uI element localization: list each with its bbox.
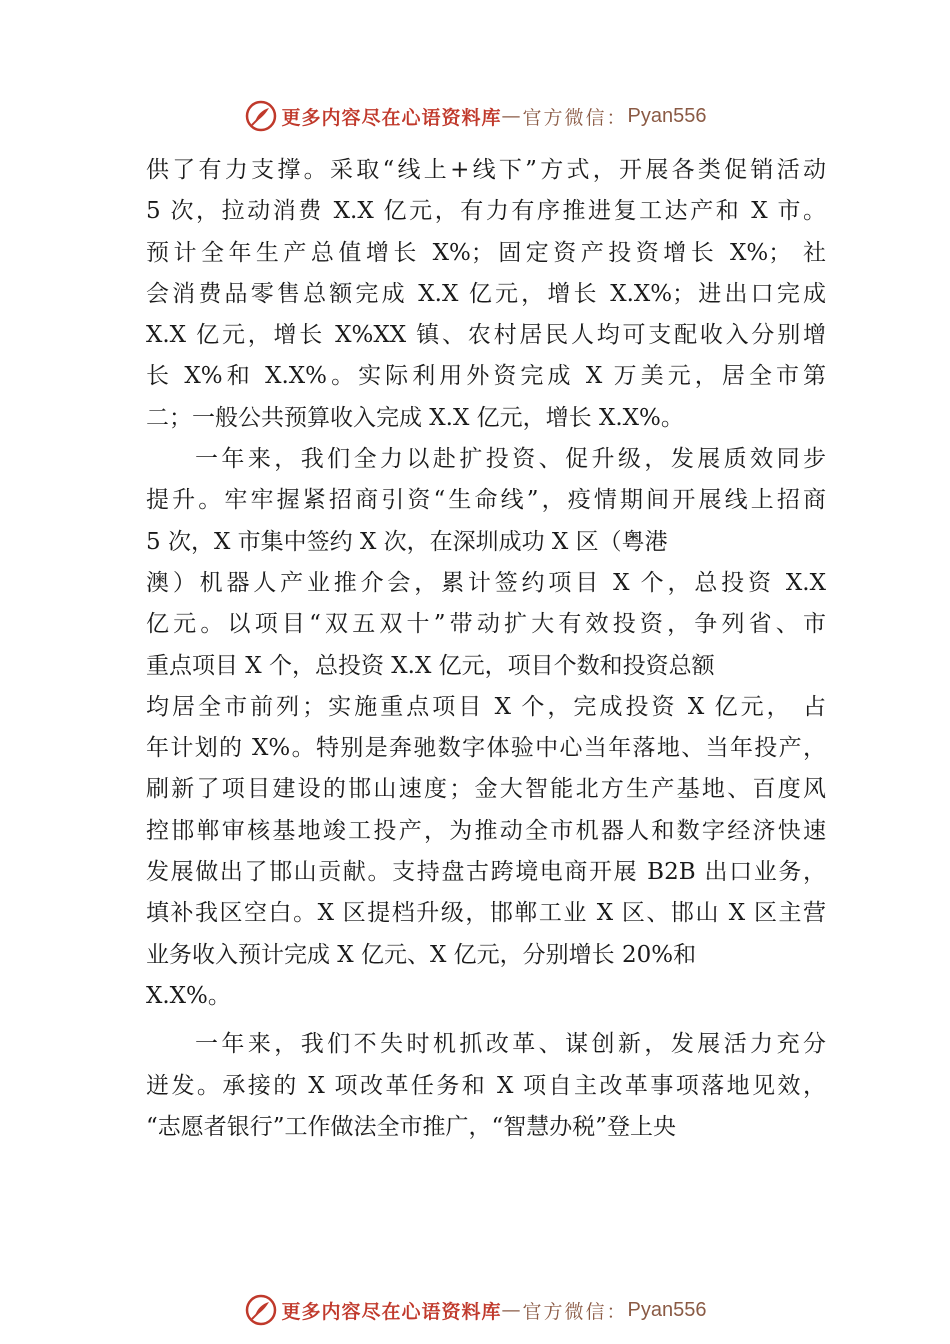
text-line: 澳）机器人产业推介会，累计签约项目 X 个，总投资 X.X xyxy=(146,569,826,596)
text-line: 二；一般公共预算收入完成 X.X 亿元，增长 X.X%。 xyxy=(146,404,684,431)
text-line: 供了有力支撑。采取“线上+线下”方式，开展各类促销活动 xyxy=(146,157,826,183)
text-line: “志愿者银行”工作做法全市推广，“智慧办税”登上央 xyxy=(146,1113,677,1140)
header-wechat-id: Pyan556 xyxy=(627,104,707,127)
text-line: 预计全年生产总值增长 X%；固定资产投资增长 X%； 社 xyxy=(146,239,826,266)
text-line: 重点项目 X 个，总投资 X.X 亿元，项目个数和投资总额 xyxy=(146,652,715,679)
text-line: 提升。牢牢握紧招商引资“生命线”，疫情期间开展线上招商 xyxy=(146,487,826,514)
text-line: 年计划的 X%。特别是奔驰数字体验中心当年落地、当年投产， xyxy=(146,735,826,762)
paragraph-2 xyxy=(146,439,826,1017)
text-line: 亿元。以项目“双五双十”带动扩大有效投资，争列省、市 xyxy=(146,611,826,638)
header-wechat-label: 官方微信： xyxy=(522,106,628,129)
text-line: 发展做出了邯山贡献。支持盘古跨境电商开展 B2B 出口业务， xyxy=(146,859,826,886)
footer-banner xyxy=(0,1290,950,1330)
footer-dash: — xyxy=(501,1299,523,1321)
footer-wechat-label: 官方微信： xyxy=(522,1300,628,1323)
header-site-name: 更多内容尽在心语资料库 xyxy=(281,106,502,129)
header-dash: — xyxy=(501,105,523,127)
text-line: 一年来，我们不失时机抓改革、谋创新，发展活力充分 xyxy=(195,1031,826,1058)
text-line: 一年来，我们全力以赴扩投资、促升级，发展质效同步 xyxy=(195,446,826,473)
text-line: 控邯郸审核基地竣工投产，为推动全市机器人和数字经济快速 xyxy=(146,817,826,844)
text-line: 刷新了项目建设的邯山速度；金大智能北方生产基地、百度风 xyxy=(146,776,826,803)
paragraph-3 xyxy=(146,1024,826,1148)
text-line: 5 次，X 市集中签约 X 次，在深圳成功 X 区（粤港 xyxy=(146,528,668,555)
paragraph-1 xyxy=(146,150,826,439)
text-line: 长 X%和 X.X%。实际利用外资完成 X 万美元，居全市第 xyxy=(146,363,826,390)
text-line: 填补我区空白。X 区提档升级，邯郸工业 X 区、邯山 X 区主营 xyxy=(146,900,826,927)
text-line: X.X%。 xyxy=(146,982,231,1009)
footer-wechat-id: Pyan556 xyxy=(627,1298,707,1321)
text-line: 迸发。承接的 X 项改革任务和 X 项自主改革事项落地见效， xyxy=(146,1072,826,1099)
footer-site-name: 更多内容尽在心语资料库 xyxy=(281,1300,502,1323)
text-line: 均居全市前列；实施重点项目 X 个，完成投资 X 亿元， 占 xyxy=(146,693,826,720)
logo-icon xyxy=(244,1293,278,1327)
document-body xyxy=(146,150,826,1148)
text-line: X.X 亿元，增长 X%XX 镇、农村居民人均可支配收入分别增 xyxy=(146,322,826,349)
text-line: 会消费品零售总额完成 X.X 亿元，增长 X.X%；进出口完成 xyxy=(146,280,826,307)
logo-icon xyxy=(244,99,278,133)
text-line: 业务收入预计完成 X 亿元、X 亿元，分别增长 20%和 xyxy=(146,941,697,968)
header-banner xyxy=(0,96,950,136)
text-line: 5 次，拉动消费 X.X 亿元，有力有序推进复工达产和 X 市。 xyxy=(146,198,826,225)
